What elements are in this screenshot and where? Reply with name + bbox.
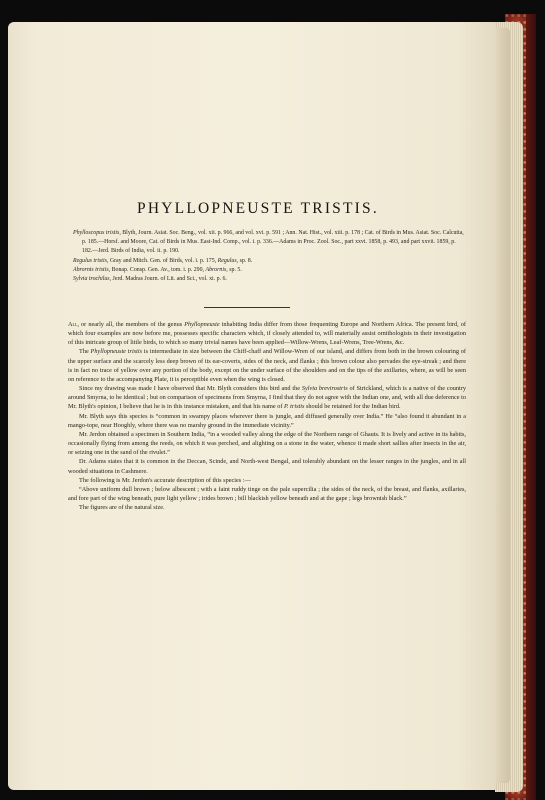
lead-word: All xyxy=(68,321,78,328)
species-name: P. tristis xyxy=(284,403,305,411)
synonym-ref: , sp. 8. xyxy=(236,257,253,264)
book-page xyxy=(8,22,496,790)
synonym-ref: , Gray and Mitch. Gen. of Birds, vol. i. p. 175, xyxy=(106,257,218,264)
synonym-ref: , Blyth, Journ. Asiat. Soc. Beng., vol. xii. p. 966, and vol. xvi. p. 591 ; Ann. Nat. Hist., vol. xiii. p. 178 ; Cat. of Birds in Mus. Asiat. Soc. Calcutta, p. 185.—Horsf. and Moore, Cat. of Birds in Mus. East-Ind. Comp., vol. i. p. 336.—Adams in Proc. Zool. Soc., part xxvi. 1858, p. 493, and part xxvii. 1859, p. 182.—Jerd. Birds of India, vol. ii. p. 190. xyxy=(82,230,464,255)
synonym-entry xyxy=(73,257,465,266)
paragraph: Dr. Adams states that it is common in the Deccan, Scinde, and North-west Bengal, and tolerably abundant on the lesser ranges in the jungles, and in all wooded situations in Cashmere. xyxy=(68,458,466,475)
species-name: Sylvia brevirostris xyxy=(301,385,348,393)
paragraph: The figures are of the natural size. xyxy=(79,504,165,512)
genus-name: Phyllopneuste xyxy=(184,321,220,328)
text-run: is intermediate in size between the Chiff-chaff and Willow-Wren of our island, and differs from both in the brown colouring of the upper surface and the scarcely less deep brown of its ear-coverts, sides of the neck, and flanks ; this brown colour also pervades the eye-streak ; and there is in fact no trace of yellow over any portion of the body, except on the under surface of the shoulders and on the tips of the axillaries, where, as will be seen on reference to the accompanying Plate, it is perceptible even when the wing is closed. xyxy=(68,348,466,383)
page-title: PHYLLOPNEUSTE TRISTIS. xyxy=(137,200,379,217)
text-run: Since my drawing was made I have observed that Mr. Blyth considers this bird and the xyxy=(79,385,302,393)
text-run: of Strickland, which is a native of the country around Smyrna, to be identical ; but on comparison of specimens from Smyrna, I find that they do not agree with the Indian one, and, with all due deference to Mr. Blyth's opinion, I believe that he is in this instance mistaken, and that his name of xyxy=(68,385,466,411)
species-name: Phyllopneuste tristis xyxy=(90,348,143,356)
text-run: , or nearly all, the members of the genus xyxy=(77,321,185,328)
text-run: The xyxy=(79,348,91,356)
synonymy-block xyxy=(73,229,465,284)
synonym-name: Sylvia trochilus xyxy=(73,276,110,283)
synonym-name: Regulus tristis xyxy=(73,257,107,264)
synonym-name: Phylloscopus tristis xyxy=(73,230,120,236)
synonym-entry xyxy=(73,275,465,284)
synonym-ref: , Jerd. Madras Journ. of Lit. and Sci., vol. xi. p. 6. xyxy=(109,276,227,283)
synonym-entry xyxy=(73,266,465,275)
section-divider xyxy=(204,307,290,308)
paragraph xyxy=(68,347,466,384)
synonym-entry xyxy=(73,229,465,257)
synonym-genus: Regulus xyxy=(217,257,237,264)
synonym-genus: Abrornis xyxy=(205,266,227,273)
paragraph xyxy=(68,320,466,347)
synonym-name: Abrornis tristis xyxy=(73,266,109,273)
paragraph: Mr. Jerdon obtained a specimen in Southern India, “in a wooded valley along the edge of the Northern range of Ghauts. It is lively and active in its habits, occasionally flying from among the reeds, on which it was perched, and alighting on a stone in the water, whence it made short sallies after insects in the air, or seizing one in the sand of the rivulet.” xyxy=(68,430,466,457)
text-run: should be retained for the Indian bird. xyxy=(304,403,401,411)
quoted-description: “Above uniform dull brown ; below albescent ; with a faint ruddy tinge on the pale supercilia ; the sides of the neck, of the breast, and flanks, axillaries, and fore part of the wing beneath, pure light yellow ; irides brown ; bill blackish yellow beneath and at the gape ; legs brownish black.” xyxy=(68,485,466,502)
paragraph xyxy=(68,384,466,411)
body-text xyxy=(68,320,466,512)
cover-edge xyxy=(526,14,536,800)
synonym-ref: , sp. 5. xyxy=(226,266,242,273)
text-run: inhabiting India differ from those frequenting Europe and Northern Africa. The present bird, of which four examples are now before me, possesses specific characters which, if closely attended to, will materially assist ornithologists in their investigation of this intricate group of little birds, to which so many trivial names have been applied—Willow-Wrens, Leaf-Wrens, Tree-Wrens, &c. xyxy=(68,321,466,347)
paragraph: Mr. Blyth says this species is “common in swampy places wherever there is jungle, and diffused generally over India.” He “also found it abundant in a mango-tope, near Hooghly, where there was no marshy ground in the immediate vicinity.” xyxy=(68,412,466,429)
paragraph: The following is Mr. Jerdon's accurate description of this species :— xyxy=(79,476,251,484)
synonym-ref: , Bonap. Consp. Gen. Av., tom. i. p. 290, xyxy=(108,266,206,273)
